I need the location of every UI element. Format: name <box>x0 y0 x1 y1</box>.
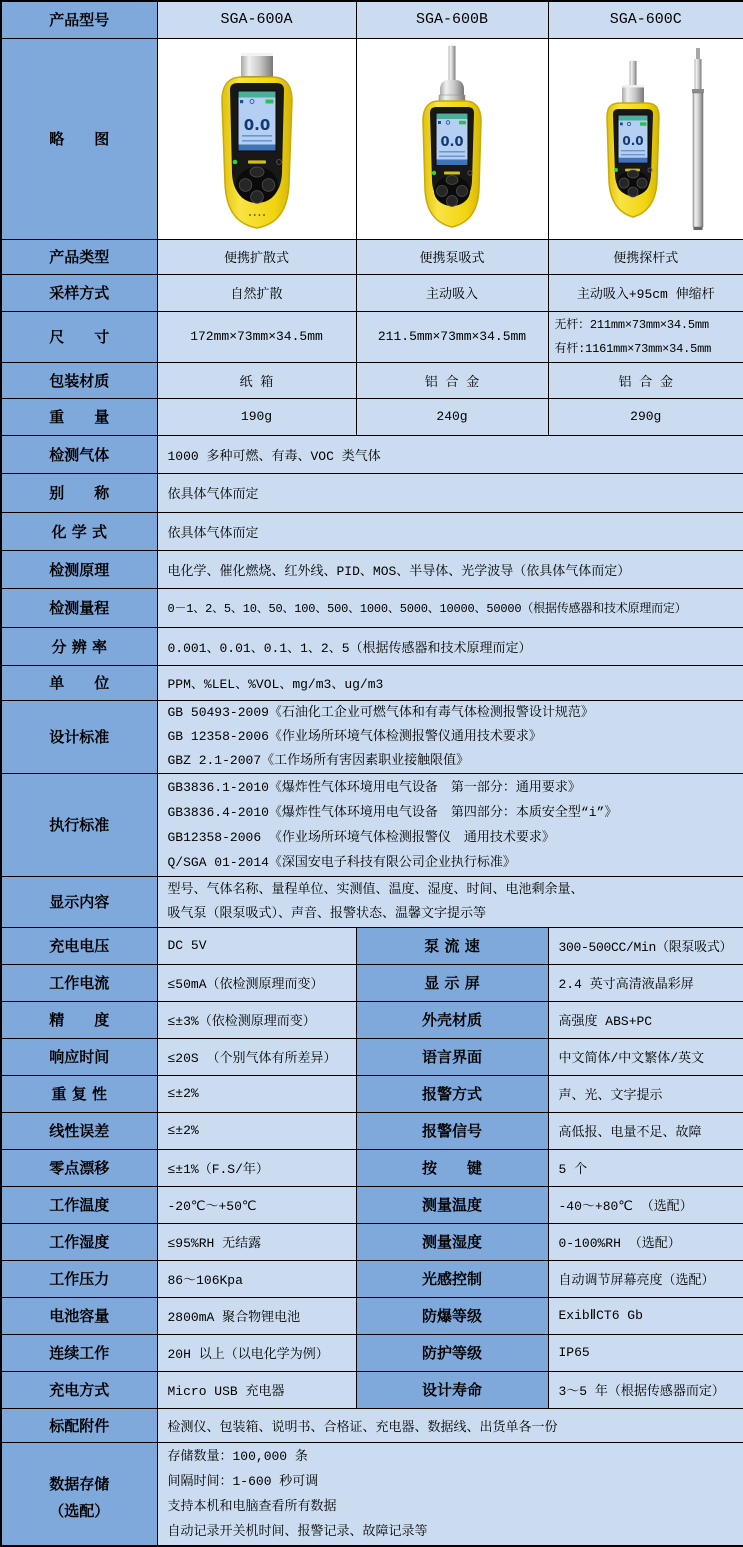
row-detect-gas <box>1 435 743 473</box>
row-charge-voltage-pump-flow <box>1 927 743 964</box>
size-c-without-rod: 无杆：211mm×73mm×34.5mm <box>554 317 709 332</box>
row-battery-explosion-proof <box>1 1297 743 1334</box>
row-charging-lifespan <box>1 1371 743 1408</box>
design-standard-value <box>157 700 743 773</box>
row-linearity-alarm-signal <box>1 1112 743 1149</box>
label-alarm-mode: 报警方式 <box>356 1075 548 1112</box>
sampling-a: 自然扩散 <box>157 274 356 311</box>
alarm-mode-value: 声、光、文字提示 <box>548 1075 743 1112</box>
power-led <box>432 170 436 174</box>
model-sga-600c: SGA-600C <box>548 1 743 38</box>
row-packing <box>1 362 743 398</box>
label-repeatability: 重 复 性 <box>1 1075 157 1112</box>
label-data-storage <box>1 1442 157 1546</box>
row-response-language <box>1 1038 743 1075</box>
response-time-value: ≤20S （个别气体有所差异） <box>157 1038 356 1075</box>
packing-b: 铝 合 金 <box>356 362 548 398</box>
row-pressure-light-control <box>1 1260 743 1297</box>
data-storage-label-line: （选配） <box>49 1501 110 1520</box>
alarm-signal-value: 高低报、电量不足、故障 <box>548 1112 743 1149</box>
row-principle <box>1 550 743 588</box>
shell-material-value: 高强度 ABS+PC <box>548 1001 743 1038</box>
label-detect-gas: 检测气体 <box>1 435 157 473</box>
row-exec-standard <box>1 773 743 876</box>
label-response-time: 响应时间 <box>1 1038 157 1075</box>
cell-device-b <box>356 38 548 239</box>
label-design-life: 设计寿命 <box>356 1371 548 1408</box>
label-principle: 检测原理 <box>1 550 157 588</box>
row-product-model <box>1 1 743 38</box>
working-pressure-value: 86～106Kpa <box>157 1260 356 1297</box>
device-photo-diffusion <box>182 43 332 235</box>
linearity-error-value: ≤±2% <box>157 1112 356 1149</box>
device-screen-value: 0.0 <box>622 133 644 148</box>
protection-rating-value: IP65 <box>548 1334 743 1371</box>
power-led <box>614 168 618 172</box>
label-weight: 重 量 <box>1 398 157 435</box>
model-sga-600b: SGA-600B <box>356 1 548 38</box>
brand-logo <box>444 171 460 174</box>
row-unit <box>1 665 743 700</box>
row-accessories <box>1 1408 743 1442</box>
row-work-temp-measure-temp <box>1 1186 743 1223</box>
design-standard-line: GBZ 2.1-2007《工作场所有害因素职业接触限值》 <box>167 752 470 768</box>
label-size: 尺 寸 <box>1 311 157 362</box>
row-accuracy-shell <box>1 1001 743 1038</box>
row-data-storage <box>1 1442 743 1546</box>
label-sampling: 采样方式 <box>1 274 157 311</box>
exec-standard-line: GB3836.1-2010《爆炸性气体环境用电气设备 第一部分：通用要求》 <box>167 779 581 795</box>
row-range <box>1 588 743 627</box>
label-working-current: 工作电流 <box>1 964 157 1001</box>
size-b: 211.5mm×73mm×34.5mm <box>356 311 548 362</box>
display-content-line: 型号、气体名称、量程单位、实测值、温度、湿度、时间、电池剩余量、 <box>167 881 584 897</box>
row-alias <box>1 473 743 512</box>
measure-humidity-value: 0-100%RH （选配） <box>548 1223 743 1260</box>
keys-value: 5 个 <box>548 1149 743 1186</box>
weight-c: 290g <box>548 398 743 435</box>
label-display-content: 显示内容 <box>1 876 157 927</box>
label-range: 检测量程 <box>1 588 157 627</box>
data-storage-line: 支持本机和电脑查看所有数据 <box>167 1498 337 1514</box>
weight-a: 190g <box>157 398 356 435</box>
label-linearity-error: 线性误差 <box>1 1112 157 1149</box>
exec-standard-line: Q/SGA 01-2014《深国安电子科技有限公司企业执行标准》 <box>167 854 516 870</box>
label-protection-rating: 防护等级 <box>356 1334 548 1371</box>
size-c <box>548 311 743 362</box>
label-battery-capacity: 电池容量 <box>1 1297 157 1334</box>
label-alarm-signal: 报警信号 <box>356 1112 548 1149</box>
label-sketch: 略 图 <box>1 38 157 239</box>
repeatability-value: ≤±2% <box>157 1075 356 1112</box>
unit-value: PPM、%LEL、%VOL、mg/m3、ug/m3 <box>157 665 743 700</box>
label-product-model: 产品型号 <box>1 1 157 38</box>
formula-value: 依具体气体而定 <box>157 512 743 550</box>
row-formula <box>1 512 743 550</box>
device-photo-probe <box>571 43 721 235</box>
display-content-line: 吸气泵（限泵吸式）、声音、报警状态、温馨文字提示等 <box>167 905 487 921</box>
label-keys: 按 键 <box>356 1149 548 1186</box>
working-current-value: ≤50mA（依检测原理而变） <box>157 964 356 1001</box>
label-shell-material: 外壳材质 <box>356 1001 548 1038</box>
label-accessories: 标配附件 <box>1 1408 157 1442</box>
row-weight <box>1 398 743 435</box>
label-unit: 单 位 <box>1 665 157 700</box>
row-sampling <box>1 274 743 311</box>
row-display-content <box>1 876 743 927</box>
data-storage-line: 自动记录开关机时间、报警记录、故障记录等 <box>167 1523 428 1539</box>
charge-voltage-value: DC 5V <box>157 927 356 964</box>
range-value: 0－1、2、5、10、50、100、500、1000、5000、10000、50000（根据传感器和技术原理而定） <box>157 588 743 627</box>
label-pump-flow: 泵 流 速 <box>356 927 548 964</box>
label-measure-temp: 测量温度 <box>356 1186 548 1223</box>
accessories-value: 检测仪、包装箱、说明书、合格证、充电器、数据线、出货单各一份 <box>157 1408 743 1442</box>
display-screen-value: 2.4 英寸高清液晶彩屏 <box>548 964 743 1001</box>
cell-device-c <box>548 38 743 239</box>
data-storage-label-line: 数据存储 <box>49 1474 110 1493</box>
resolution-value: 0.001、0.01、0.1、1、2、5（根据传感器和技术原理而定） <box>157 627 743 665</box>
label-exec-standard: 执行标准 <box>1 773 157 876</box>
label-working-pressure: 工作压力 <box>1 1260 157 1297</box>
zero-drift-value: ≤±1%（F.S/年） <box>157 1149 356 1186</box>
device-photo-pump <box>377 43 527 235</box>
row-repeatability-alarm-mode <box>1 1075 743 1112</box>
row-product-type <box>1 239 743 274</box>
cell-device-a <box>157 38 356 239</box>
label-explosion-proof: 防爆等级 <box>356 1297 548 1334</box>
label-packing: 包装材质 <box>1 362 157 398</box>
continuous-work-value: 20H 以上（以电化学为例） <box>157 1334 356 1371</box>
light-control-value: 自动调节屏幕亮度（选配） <box>548 1260 743 1297</box>
label-zero-drift: 零点漂移 <box>1 1149 157 1186</box>
type-c: 便携探杆式 <box>548 239 743 274</box>
accuracy-value: ≤±3%（依检测原理而变） <box>157 1001 356 1038</box>
label-accuracy: 精 度 <box>1 1001 157 1038</box>
telescopic-rod <box>692 48 704 230</box>
row-design-standard <box>1 700 743 773</box>
packing-c: 铝 合 金 <box>548 362 743 398</box>
working-humidity-value: ≤95%RH 无结露 <box>157 1223 356 1260</box>
packing-a: 纸 箱 <box>157 362 356 398</box>
label-charging-method: 充电方式 <box>1 1371 157 1408</box>
label-light-control: 光感控制 <box>356 1260 548 1297</box>
design-standard-line: GB 12358-2006《作业场所环境气体检测报警仪通用技术要求》 <box>167 728 542 744</box>
label-measure-humidity: 测量湿度 <box>356 1223 548 1260</box>
label-continuous-work: 连续工作 <box>1 1334 157 1371</box>
size-a: 172mm×73mm×34.5mm <box>157 311 356 362</box>
sampling-b: 主动吸入 <box>356 274 548 311</box>
label-resolution: 分 辨 率 <box>1 627 157 665</box>
power-led <box>232 159 237 164</box>
exec-standard-line: GB12358-2006 《作业场所环境气体检测报警仪 通用技术要求》 <box>167 829 555 845</box>
display-content-value <box>157 876 743 927</box>
pump-flow-value: 300-500CC/Min（限泵吸式） <box>548 927 743 964</box>
row-work-humidity-measure-humidity <box>1 1223 743 1260</box>
model-sga-600a: SGA-600A <box>157 1 356 38</box>
label-design-standard: 设计标准 <box>1 700 157 773</box>
alias-value: 依具体气体而定 <box>157 473 743 512</box>
design-standard-line: GB 50493-2009《石油化工企业可燃气体和有毒气体检测报警设计规范》 <box>167 704 594 720</box>
row-continuous-protection <box>1 1334 743 1371</box>
device-screen-value: 0.0 <box>243 115 270 134</box>
detect-gas-value: 1000 多种可燃、有毒、VOC 类气体 <box>157 435 743 473</box>
label-language: 语言界面 <box>356 1038 548 1075</box>
label-working-humidity: 工作湿度 <box>1 1223 157 1260</box>
working-temp-value: -20℃～+50℃ <box>157 1186 356 1223</box>
row-zero-drift-keys <box>1 1149 743 1186</box>
brand-logo <box>248 160 266 163</box>
data-storage-value <box>157 1442 743 1546</box>
label-working-temp: 工作温度 <box>1 1186 157 1223</box>
exec-standard-line: GB3836.4-2010《爆炸性气体环境用电气设备 第四部分：本质安全型“i”》 <box>167 804 618 820</box>
explosion-proof-value: ExibⅡCT6 Gb <box>548 1297 743 1334</box>
battery-capacity-value: 2800mA 聚合物锂电池 <box>157 1297 356 1334</box>
data-storage-line: 间隔时间：1-600 秒可调 <box>167 1473 319 1489</box>
sampling-c: 主动吸入+95cm 伸缩杆 <box>548 274 743 311</box>
exec-standard-value <box>157 773 743 876</box>
label-charge-voltage: 充电电压 <box>1 927 157 964</box>
design-life-value: 3～5 年（根据传感器而定） <box>548 1371 743 1408</box>
charging-method-value: Micro USB 充电器 <box>157 1371 356 1408</box>
measure-temp-value: -40～+80℃ （选配） <box>548 1186 743 1223</box>
size-c-with-rod: 有杆:1161mm×73mm×34.5mm <box>554 341 712 356</box>
type-b: 便携泵吸式 <box>356 239 548 274</box>
weight-b: 240g <box>356 398 548 435</box>
device-screen-value: 0.0 <box>440 134 464 150</box>
type-a: 便携扩散式 <box>157 239 356 274</box>
principle-value: 电化学、催化燃烧、红外线、PID、MOS、半导体、光学波导（依具体气体而定） <box>157 550 743 588</box>
data-storage-line: 存储数量：100,000 条 <box>167 1448 308 1464</box>
row-resolution <box>1 627 743 665</box>
row-size <box>1 311 743 362</box>
language-value: 中文简体/中文繁体/英文 <box>548 1038 743 1075</box>
row-current-screen <box>1 964 743 1001</box>
row-sketch <box>1 38 743 239</box>
label-display-screen: 显 示 屏 <box>356 964 548 1001</box>
label-alias: 别 称 <box>1 473 157 512</box>
label-formula: 化 学 式 <box>1 512 157 550</box>
label-product-type: 产品类型 <box>1 239 157 274</box>
